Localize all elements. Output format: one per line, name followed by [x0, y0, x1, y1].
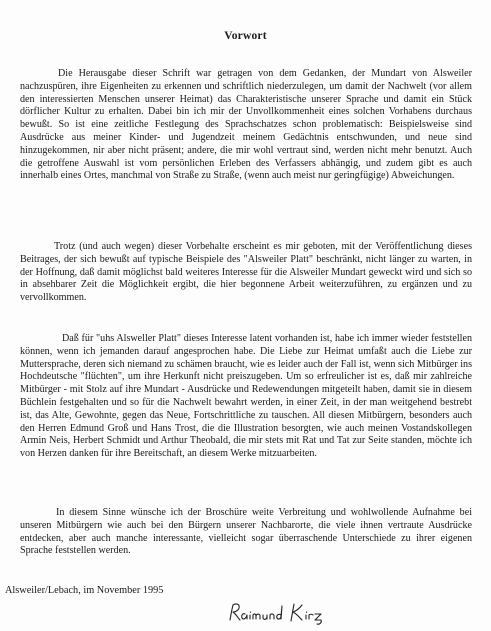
signature-drawing: [226, 600, 346, 626]
page-title: Vorwort: [224, 30, 267, 42]
handwritten-signature: [226, 600, 346, 626]
paragraph-1: Die Herausgabe dieser Schrift war getragen von dem Gedanken, der Mundart von Alsweiler nachzuspüren, ihre Eigenheiten zu erkennen und schriftlich niederzulegen, um damit der Nachwelt (vor allem den interessierten Menschen unserer Heimat) das Charakteristische unserer Sprache und damit ein Stück dörflicher Kultur zu erhalten. Dabei bin ich mir der Unvollkommenheit eines solchen Vorhabens durchaus bewußt. So ist eine zeitliche Festlegung des Sprachschatzes schon problematisch: Beispielsweise sind Ausdrücke aus meiner Kinder- und Jugendzeit meinem Gedächtnis entschwunden, und neue sind hinzugekommen, nir aber nicht präsent; andere, die mir wohl vertraut sind, werden nicht mehr benutzt. Auch die getroffene Auswahl ist vom persönlichen Erleben des Verfassers abhängig, und zudem gibt es auch innerhalb eines Ortes, manchmal von Straße zu Straße, (wenn auch meist nur geringfügige) Abweichungen.: [20, 68, 472, 182]
paragraph-4: In diesem Sinne wünsche ich der Broschüre weite Verbreitung und wohlwollende Aufnahme bei unseren Mitbürgern wie auch bei den Bürgern unserer Nachbarorte, die viele ihnen vertraute Ausdrücke entdecken, aber auch manche interessante, vielleicht sogar überraschende Unterschiede zu ihrer eigenen Sprache feststellen werden.: [20, 507, 472, 557]
paragraph-3: Daß für "uhs Alsweller Platt" dieses Interesse latent vorhanden ist, habe ich immer wieder feststellen können, wenn ich jemanden darauf angesprochen habe. Die Liebe zur Heimat umfaßt auch die Liebe zur Muttersprache, deren sich niemand zu schämen braucht, wie es leider auch der Fall ist, wenn sich Mitbürger ins Hochdeutsche "flüchten", um ihre Herkunft nicht preiszugeben. Um so erfreulicher ist es, daß mir zahlreiche Mitbürger - mit Stolz auf ihre Mundart - Ausdrücke und Redewendungen mitgeteilt haben, damit sie in diesem Büchlein festgehalten und so für die Nachwelt bewahrt werden, in einer Zeit, in der man weitgehend bestrebt ist, das Alte, Gewohnte, gegen das Neue, Fortschrittliche zu tauschen. All diesen Mitbürgern, besonders auch den Herren Edmund Groß und Hans Trost, die die Illustration besorgten, wie auch meinen Vostandskollegen Armin Neis, Herbert Schmidt und Arthur Theobald, die mir stets mit Rat und Tat zur Seite standen, möchte ich von Herzen danken für ihre Bereitschaft, an diesem Werke mitzuarbeiten.: [20, 333, 472, 460]
place-date: Alsweiler/Lebach, im November 1995: [5, 585, 164, 596]
paragraph-2: Trotz (und auch wegen) dieser Vorbehalte erscheint es mir geboten, mit der Veröffentlichung dieses Beitrages, der sich bewußt auf typische Beispiele des "Alsweiler Platt" beschränkt, nicht länger zu warten, in der Hoffnung, daß damit möglichst bald weiteres Interesse für die Alsweiler Mundart geweckt wird und sich so in absehbarer Zeit die Möglichkeit ergibt, die hier begonnene Arbeit weiterzuführen, zu ergänzen und zu vervollkommen.: [20, 241, 472, 304]
